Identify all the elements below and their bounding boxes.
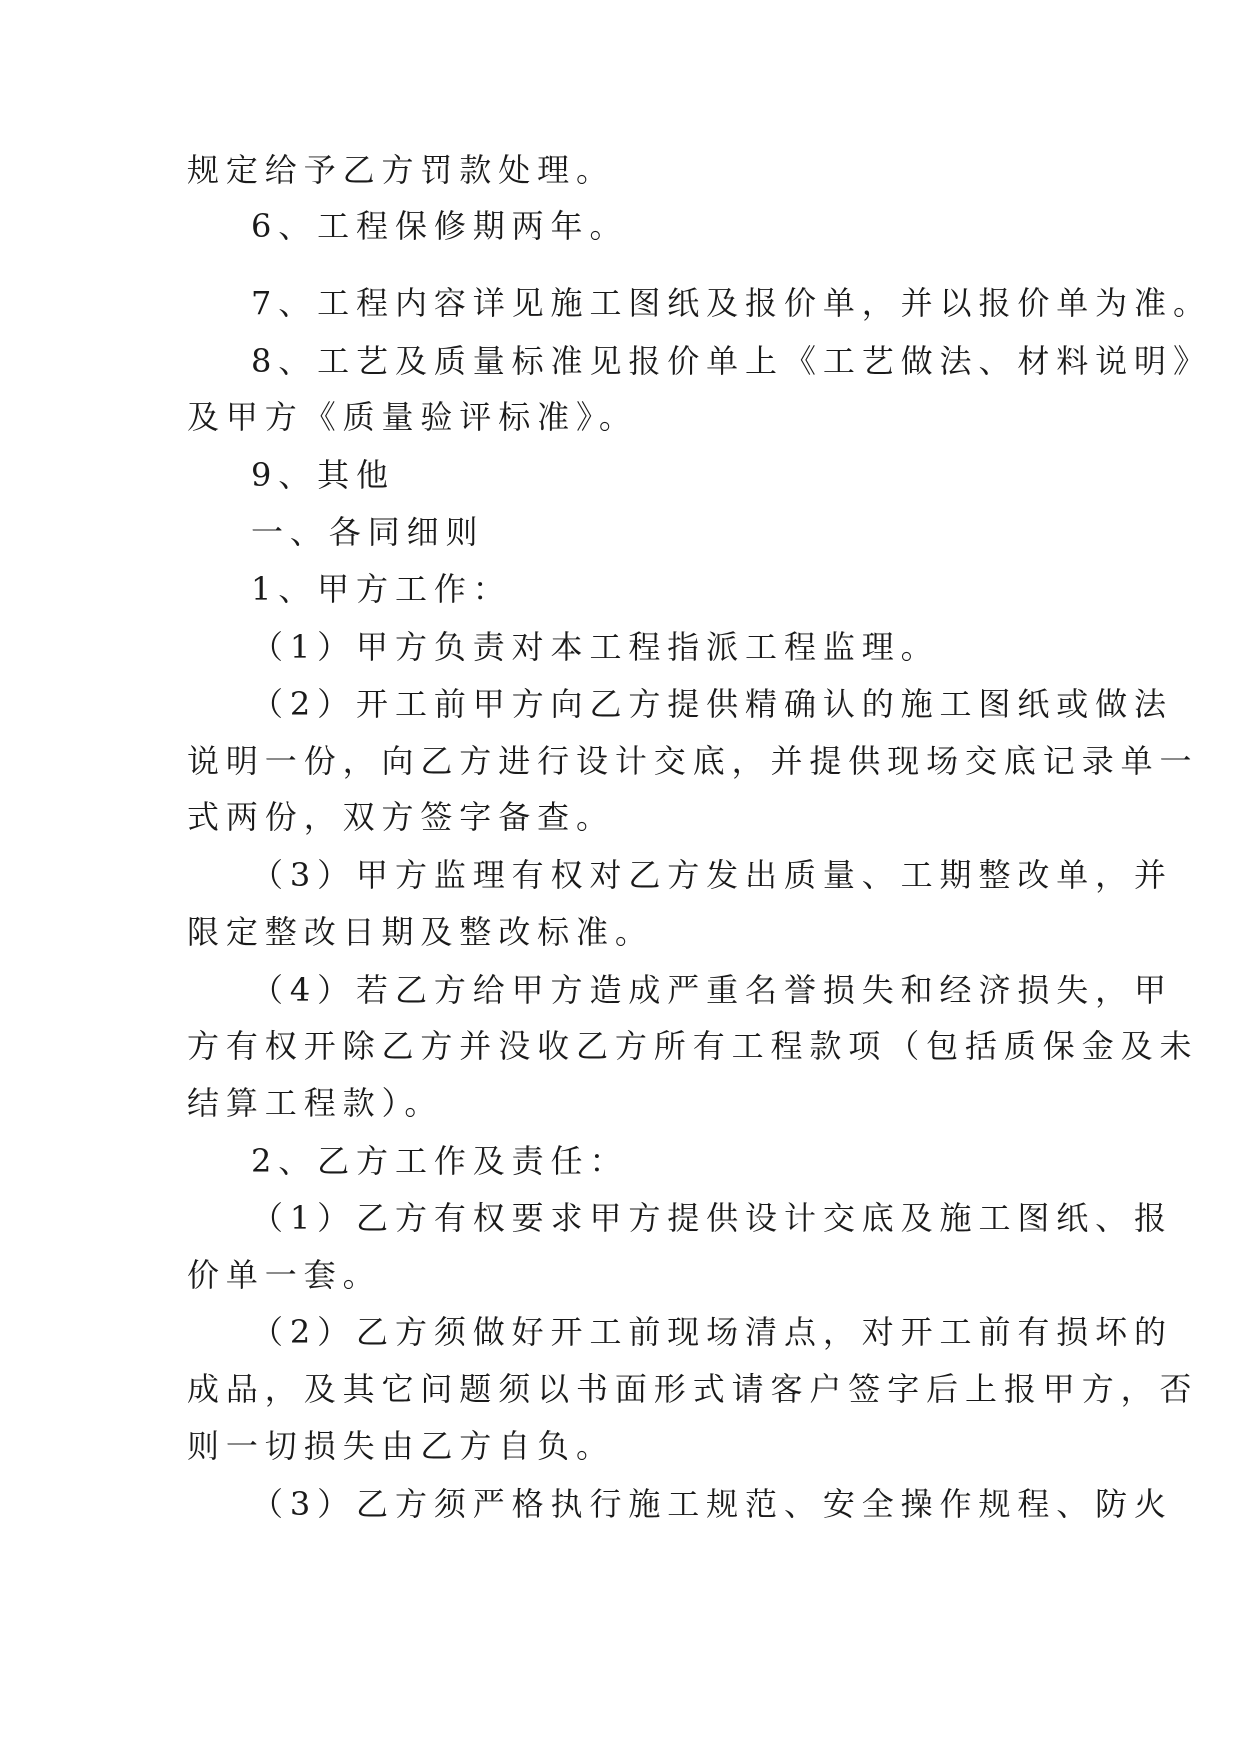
- text-line: 一、各同细则: [251, 513, 485, 551]
- text-line: 则一切损失由乙方自负。: [187, 1427, 615, 1465]
- text-line: （3）乙方须严格执行施工规范、安全操作规程、防火: [251, 1485, 1173, 1523]
- text-line: （1）乙方有权要求甲方提供设计交底及施工图纸、报: [251, 1199, 1173, 1237]
- text-line: 限定整改日期及整改标准。: [187, 913, 654, 951]
- text-line: （4）若乙方给甲方造成严重名誉损失和经济损失，甲: [251, 971, 1173, 1009]
- text-line: 价单一套。: [187, 1256, 382, 1294]
- text-line: 9、其他: [251, 456, 395, 494]
- text-line: 规定给予乙方罚款处理。: [187, 151, 615, 189]
- text-line: 及甲方《质量验评标准》。: [187, 398, 638, 436]
- text-line: （2）开工前甲方向乙方提供精确认的施工图纸或做法: [251, 685, 1173, 723]
- text-line: 式两份，双方签字备查。: [187, 798, 615, 836]
- text-line: （1）甲方负责对本工程指派工程监理。: [251, 628, 940, 666]
- text-line: 7、工程内容详见施工图纸及报价单，并以报价单为准。: [251, 284, 1212, 322]
- text-line: 8、工艺及质量标准见报价单上《工艺做法、材料说明》: [251, 342, 1212, 380]
- text-line: 6、工程保修期两年。: [251, 207, 629, 245]
- text-line: 结算工程款）。: [187, 1084, 444, 1122]
- text-line: 方有权开除乙方并没收乙方所有工程款项（包括质保金及未: [187, 1027, 1199, 1065]
- text-line: 成品，及其它问题须以书面形式请客户签字后上报甲方，否: [187, 1370, 1199, 1408]
- text-line: 1、甲方工作：: [251, 570, 512, 608]
- text-line: 说明一份，向乙方进行设计交底，并提供现场交底记录单一: [187, 742, 1199, 780]
- text-line: （3）甲方监理有权对乙方发出质量、工期整改单，并: [251, 856, 1173, 894]
- text-line: 2、乙方工作及责任：: [251, 1142, 629, 1180]
- text-line: （2）乙方须做好开工前现场清点，对开工前有损坏的: [251, 1313, 1173, 1351]
